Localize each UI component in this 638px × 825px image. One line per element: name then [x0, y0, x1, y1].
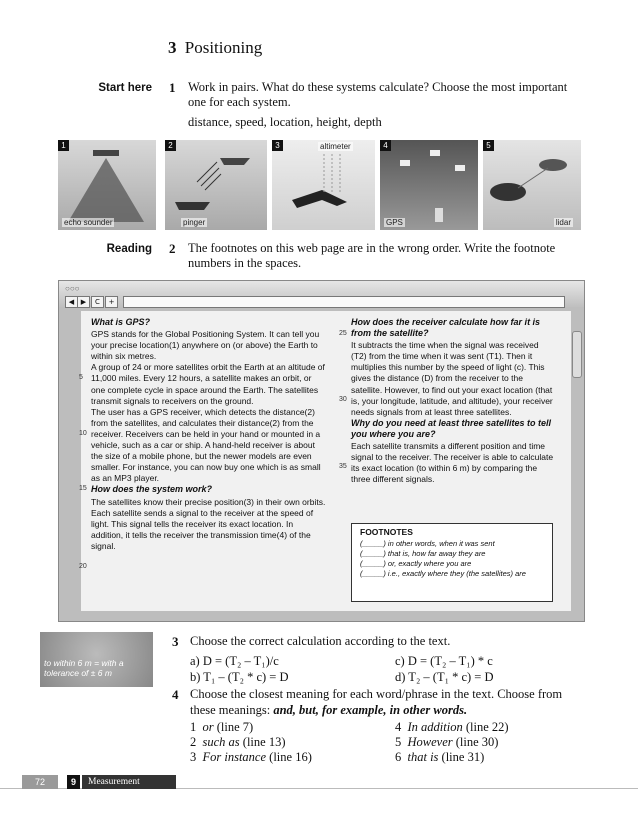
photo-lidar — [483, 140, 581, 230]
photo-caption: lidar — [555, 218, 571, 227]
paragraph: GPS stands for the Global Positioning System. It can tell you your precise location(1) anywhere on (or above) the Earth to within six metres. — [91, 329, 320, 362]
footnote-item[interactable]: (_____) that is, how far away they are — [360, 549, 486, 558]
paragraph: Each satellite transmits a different position and time signal to the receiver. The receiver is able to calculate its exact location (to within 6 m) by comparing the three different signals. — [351, 441, 554, 485]
option-c[interactable]: c) D = (T₂ – T₁) * c — [395, 654, 493, 668]
question-2-text: The footnotes on this web page are in the wrong order. Write the footnote numbers in the spaces. — [188, 241, 556, 270]
browser-window — [58, 280, 585, 622]
list-item: 6 that is (line 31) — [395, 750, 485, 764]
line-number: 35 — [339, 463, 347, 470]
car-lidar-icon — [483, 140, 581, 230]
reload-button[interactable]: C — [91, 296, 104, 308]
question-3-number: 3 — [172, 634, 179, 649]
photo-pinger — [165, 140, 267, 230]
browser-toolbar — [59, 281, 584, 307]
window-controls[interactable]: ○○○ — [65, 284, 80, 293]
photo-gps — [380, 140, 478, 230]
section-title-text: Positioning — [184, 38, 263, 57]
back-button[interactable]: ◀ — [65, 296, 78, 308]
reading-label: Reading — [106, 243, 152, 255]
photo-caption: pinger — [183, 218, 206, 227]
page-number: 72 — [22, 775, 58, 789]
line-number: 5 — [79, 374, 83, 381]
start-here-label: Start here — [98, 82, 152, 94]
scrollbar[interactable] — [572, 331, 582, 378]
article-right-column — [339, 317, 556, 485]
photo-number: 5 — [483, 140, 494, 151]
question-3-text: Choose the correct calculation according to the text. — [190, 634, 451, 648]
tolerance-note: to within 6 m = with a tolerance of ± 6 m — [44, 658, 124, 678]
unit-number: 9 — [67, 775, 80, 789]
boat-signal-icon — [165, 140, 267, 230]
section-number: 3 — [168, 38, 177, 57]
line-number: 10 — [79, 430, 87, 437]
footnote-item[interactable]: (_____) i.e., exactly where they (the satellites) are — [360, 569, 526, 578]
heading-how-system-works: How does the system work? — [91, 484, 213, 495]
question-4-items-right — [395, 720, 509, 765]
skydiver-icon — [272, 140, 375, 230]
heading-receiver-calculate: How does the receiver calculate how far it is from the satellite? — [351, 317, 541, 339]
question-4-number: 4 — [172, 687, 179, 702]
photo-number: 3 — [272, 140, 283, 151]
new-tab-button[interactable]: + — [105, 296, 118, 308]
heading-what-is-gps: What is GPS? — [91, 317, 151, 327]
list-item: 1 or (line 7) — [190, 720, 254, 734]
line-number: 15 — [79, 485, 87, 492]
line-number: 20 — [79, 563, 87, 570]
photo-echo-sounder — [58, 140, 156, 230]
paragraph: The user has a GPS receiver, which detects the distance(2) from the satellites, and calculates their distance(2) from the receiver. Receivers can be held in your hand or mounted in a vehicle, such as a car or ship. A hand-held receiver is about the size of a mobile phone, but the newer models are even smaller. For instance, you can now buy one which is as small as an MP3 player. — [91, 406, 321, 484]
question-1-text: Work in pairs. What do these systems calculate? Choose the most important one for each system. — [188, 80, 568, 109]
tolerance-photo — [40, 632, 153, 687]
paragraph: A group of 24 or more satellites orbit the Earth at an altitude of 11,000 miles. Every 12 hours, a satellite makes an orbit, or one complete cycle in space around the Earth. The satellites transmit signals to receivers on the ground. — [91, 362, 325, 406]
article-left-column — [79, 317, 326, 570]
address-bar[interactable] — [123, 296, 565, 308]
footnote-item[interactable]: (_____) in other words, when it was sent — [360, 539, 495, 548]
photo-altimeter — [272, 140, 375, 230]
photo-number: 2 — [165, 140, 176, 151]
question-4-instructions: Choose the closest meaning for each word/phrase in the text. Choose from these meanings: — [190, 687, 563, 717]
option-b[interactable]: b) T₁ – (T₂ * c) = D — [190, 670, 289, 684]
line-number: 30 — [339, 396, 347, 403]
list-item: 4 In addition (line 22) — [395, 720, 509, 734]
section-title — [168, 38, 262, 58]
footnote-item[interactable]: (_____) or, exactly where you are — [360, 559, 472, 568]
photo-caption: altimeter — [320, 142, 351, 151]
heading-three-satellites: Why do you need at least three satellites to tell you where you are? — [351, 417, 552, 439]
photo-caption: GPS — [386, 218, 403, 227]
question-4-items-left — [190, 720, 312, 765]
question-4-text — [190, 686, 585, 718]
footnotes-title: FOOTNOTES — [360, 527, 413, 537]
paragraph: It subtracts the time when the signal was received (T2) from the time when it was sent (T1). Then it multiplies this number by the speed of light (c). This gives the distance (D) from the receiver to the satellite. However, to find out your exact location (that is, your longitude, latitude, and altitude), your receiver needs signals from at least three satellites. — [351, 340, 553, 417]
footnotes-box — [351, 523, 553, 602]
question-2-number: 2 — [169, 241, 176, 256]
photo-caption: echo sounder — [64, 218, 113, 227]
question-1-words: distance, speed, location, height, depth — [188, 115, 382, 129]
option-a[interactable]: a) D = (T₂ – T₁)/c — [190, 654, 279, 668]
list-item: 3 For instance (line 16) — [190, 750, 312, 764]
unit-title: Measurement — [82, 775, 176, 789]
list-item: 2 such as (line 13) — [190, 735, 286, 749]
article-page — [81, 311, 571, 611]
photo-number: 1 — [58, 140, 69, 151]
sonar-cone-icon — [58, 140, 156, 230]
photo-number: 4 — [380, 140, 391, 151]
satellites-icon — [380, 140, 478, 230]
list-item: 5 However (line 30) — [395, 735, 499, 749]
question-4-meanings: and, but, for example, in other words. — [273, 703, 468, 717]
line-number: 25 — [339, 330, 347, 337]
question-1-number: 1 — [169, 80, 176, 95]
forward-button[interactable]: ▶ — [77, 296, 90, 308]
option-d[interactable]: d) T₂ – (T₁ * c) = D — [395, 670, 494, 684]
paragraph: The satellites know their precise position(3) in their own orbits. Each satellite sends a signal to the receiver at the speed of light. This signal tells the receiver its exact location. In addition, it tells the receiver the transmission time(4) of the signal. — [91, 496, 326, 551]
